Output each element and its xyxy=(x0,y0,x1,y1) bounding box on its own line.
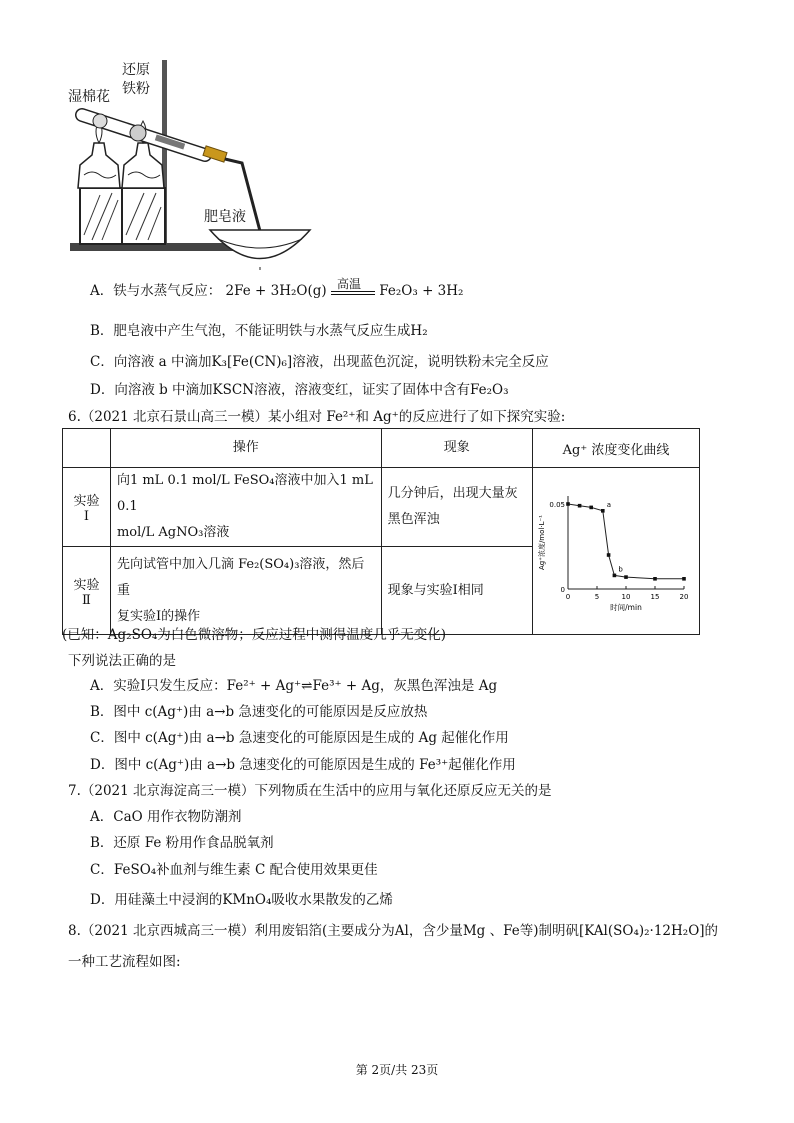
q7-option-d: D．用硅藻土中浸润的KMnO₄吸收水果散发的乙烯 xyxy=(90,892,393,908)
row2-operation-line1: 先向试管中加入几滴 Fe₂(SO₄)₃溶液，然后重 xyxy=(116,556,365,598)
curve-cell xyxy=(532,468,699,635)
row2-phenomenon: 现象与实验Ⅰ相同 xyxy=(381,547,532,635)
row1-operation-line2: mol/L AgNO₃溶液 xyxy=(116,525,230,540)
x-tick-label: 15 xyxy=(650,593,660,601)
q6-stem: 6.（2021 北京石景山高三一模）某小组对 Fe²⁺和 Ag⁺的反应进行了如下探究实验: xyxy=(68,409,566,425)
data-point xyxy=(682,577,686,581)
row1-name-line1: 实验 xyxy=(73,494,100,509)
q7-stem: 7.（2021 北京海淀高三一模）下列物质在生活中的应用与氧化还原反应无关的是 xyxy=(68,783,552,799)
label-iron-powder-1: 还原 xyxy=(122,62,150,78)
row1-operation xyxy=(110,468,381,547)
x-tick-label: 20 xyxy=(679,593,689,601)
data-point xyxy=(566,502,570,506)
q7-option-a: A．CaO 用作衣物防潮剂 xyxy=(90,809,242,825)
data-point xyxy=(653,577,657,581)
row2-operation xyxy=(110,547,381,635)
q6-note: (已知：Ag₂SO₄为白色微溶物；反应过程中测得温度几乎无变化) xyxy=(62,627,447,643)
row1-name-line2: Ⅰ xyxy=(83,509,90,524)
q6-option-a: A．实验Ⅰ只发生反应：Fe²⁺ + Ag⁺⇌Fe³⁺ + Ag，灰黑色浑浊是 Ag xyxy=(90,678,498,694)
q5-option-a-prefix: A．铁与水蒸气反应： xyxy=(90,283,222,299)
label-iron-powder-2: 铁粉 xyxy=(122,81,150,97)
row1-name xyxy=(63,468,111,547)
point-label: a xyxy=(606,500,612,509)
x-axis-label: 时间/min xyxy=(610,603,642,612)
table-header-operation: 操作 xyxy=(110,429,381,468)
row2-operation-line2: 复实验Ⅰ的操作 xyxy=(116,608,201,624)
q8-stem-line2: 一种工艺流程如图: xyxy=(68,954,181,970)
q6-ask: 下列说法正确的是 xyxy=(68,653,176,669)
q5-option-a xyxy=(90,277,464,300)
data-point xyxy=(613,574,617,578)
x-tick-label: 5 xyxy=(594,593,600,601)
q7-option-b: B．还原 Fe 粉用作食品脱氧剂 xyxy=(90,835,274,851)
table-header-curve: Ag⁺ 浓度变化曲线 xyxy=(532,429,699,468)
q6-option-b: B．图中 c(Ag⁺)由 a→b 急速变化的可能原因是反应放热 xyxy=(90,704,428,720)
data-point xyxy=(624,575,628,579)
x-tick-label: 10 xyxy=(621,593,631,601)
y-tick-label: 0 xyxy=(560,586,565,594)
table-header-phenomenon: 现象 xyxy=(381,429,532,468)
data-point xyxy=(601,509,605,513)
row2-name xyxy=(63,547,111,635)
data-point xyxy=(607,553,611,557)
y-tick-label: 0.05 xyxy=(549,501,565,509)
row2-name-line2: Ⅱ xyxy=(82,592,91,608)
q5-equation-left: 2Fe + 3H₂O(g) xyxy=(225,283,327,299)
row2-name-line1: 实验 xyxy=(73,577,100,593)
q5-option-d: D．向溶液 b 中滴加KSCN溶液，溶液变红，证实了固体中含有Fe₂O₃ xyxy=(90,382,509,398)
page-footer: 第 2页/共 23页 xyxy=(355,1063,439,1077)
data-point xyxy=(589,506,593,510)
q5-equation-right: Fe₂O₃ + 3H₂ xyxy=(379,283,464,299)
ag-concentration-chart xyxy=(534,484,698,614)
label-wet-cotton: 湿棉花 xyxy=(68,89,110,105)
q8-stem-line1: 8.（2021 北京西城高三一模）利用废铝箔(主要成分为Al，含少量Mg 、Fe等)制明矾[KAl(SO₄)₂·12H₂O]的 xyxy=(68,923,719,939)
q5-option-c: C．向溶液 a 中滴加K₃[Fe(CN)₆]溶液，出现蓝色沉淀，说明铁粉未完全反应 xyxy=(90,354,549,370)
x-tick-label: 0 xyxy=(565,593,571,601)
q5-option-b: B．肥皂液中产生气泡，不能证明铁与水蒸气反应生成H₂ xyxy=(90,323,428,339)
series-line xyxy=(568,504,684,579)
row1-operation-line1: 向1 mL 0.1 mol/L FeSO₄溶液中加入1 mL 0.1 xyxy=(116,473,373,514)
y-axis-label: Ag⁺浓度/mol·L⁻¹ xyxy=(537,515,546,570)
q7-option-c: C．FeSO₄补血剂与维生素 C 配合使用效果更佳 xyxy=(90,862,378,878)
row1-phenomenon xyxy=(381,468,532,547)
q6-option-c: C．图中 c(Ag⁺)由 a→b 急速变化的可能原因是生成的 Ag 起催化作用 xyxy=(90,730,509,746)
data-point xyxy=(578,504,582,508)
experiment-table xyxy=(62,428,700,635)
q5-equation-condition: 高温 xyxy=(336,277,361,291)
q5-equation-arrow xyxy=(331,277,375,300)
label-soap-solution: 肥皂液 xyxy=(204,209,246,225)
table-header-blank xyxy=(63,429,111,468)
point-label: b xyxy=(618,565,623,574)
row1-phenomenon-line2: 黑色浑浊 xyxy=(387,512,440,527)
q6-option-d: D．图中 c(Ag⁺)由 a→b 急速变化的可能原因是生成的 Fe³⁺起催化作用 xyxy=(90,757,516,773)
row1-phenomenon-line1: 几分钟后，出现大量灰 xyxy=(387,486,518,501)
